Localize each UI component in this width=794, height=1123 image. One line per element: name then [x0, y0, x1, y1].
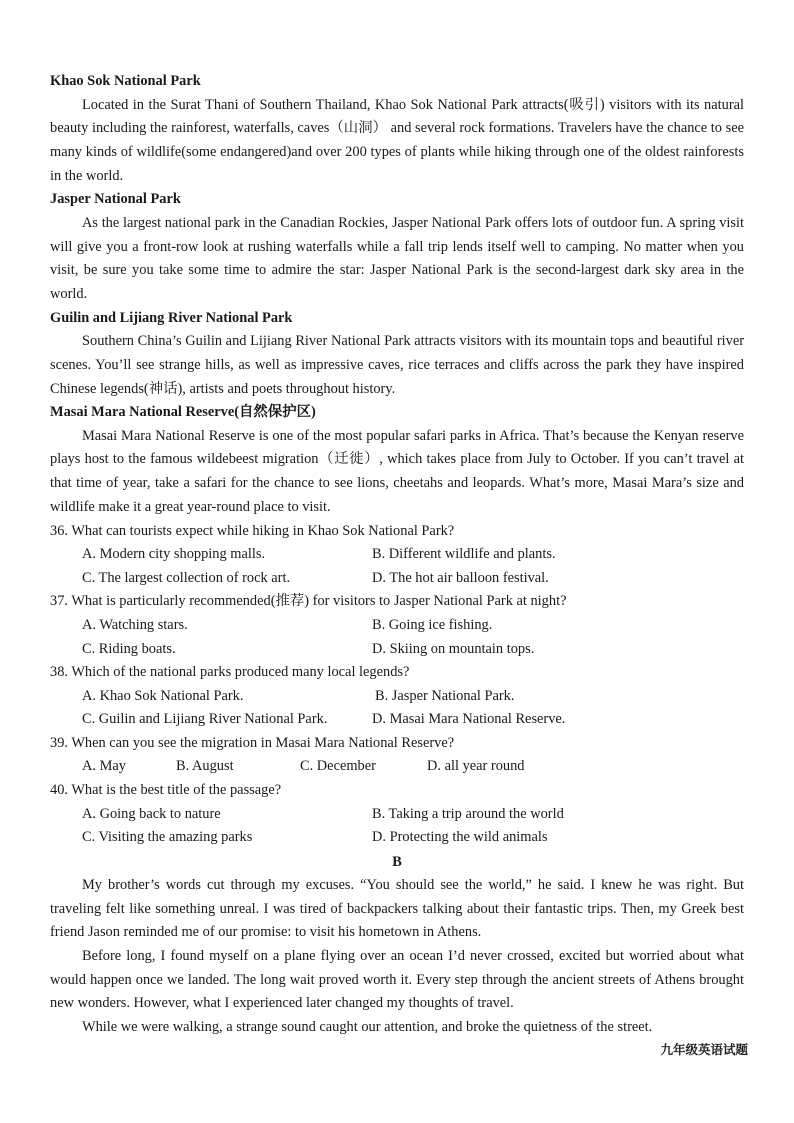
passage-a [50, 70, 744, 520]
option-d: D. Masai Mara National Reserve. [372, 711, 566, 728]
option-d: D. all year round [427, 758, 525, 775]
exam-page [50, 70, 744, 1040]
option-b: B. Jasper National Park. [375, 687, 515, 704]
option-c: C. December [300, 758, 376, 775]
option-c: C. Riding boats. [82, 640, 176, 657]
option-c: C. The largest collection of rock art. [82, 569, 291, 586]
option-row [50, 614, 744, 638]
option-row [50, 708, 744, 732]
option-row [50, 803, 744, 827]
section-text: Masai Mara National Reserve is one of the most popular safari parks in Africa. That’s because the Kenyan reserve plays host to the famous wildebeest migration（迁徙）, which takes place from July to October. If you can’t travel at that time of year, take a safari for the chance to see lions, cheetahs and leopards. What’s more, Masai Mara’s size and wildlife make it a great year-round place to visit. [50, 427, 744, 515]
option-b: B. Going ice fishing. [372, 616, 493, 633]
question-stem: 39. When can you see the migration in Masai Mara National Reserve? [50, 734, 455, 751]
option-row [50, 685, 744, 709]
passage-paragraph: Before long, I found myself on a plane flying over an ocean I’d never crossed, excited but worried about what would happen once we landed. The long wait proved worth it. Every step through the ancient streets of Athens brought new wonders. However, what I experienced later changed my thoughts of travel. [50, 947, 744, 1012]
option-d: D. Skiing on mountain tops. [372, 640, 535, 657]
option-row [50, 638, 744, 662]
option-a: A. Going back to nature [82, 805, 221, 822]
section-heading: Guilin and Lijiang River National Park [50, 309, 293, 326]
section-text: Located in the Surat Thani of Southern Thailand, Khao Sok National Park attracts(吸引) visitors with its natural beauty including the rainforest, waterfalls, caves（山洞） and several rock formations. Travelers have the chance to see many kinds of wildlife(some endangered)and over 200 types of plants while hiking through one of the oldest rainforests in the world. [50, 96, 744, 184]
section-text: As the largest national park in the Canadian Rockies, Jasper National Park offers lots of outdoor fun. A spring visit will give you a front-row look at rushing waterfalls while a fall trip lends itself well to camping. No matter when you visit, be sure you take some time to admire the star: Jasper National Park is the second-largest dark sky area in the world. [50, 214, 744, 302]
option-d: D. Protecting the wild animals [372, 829, 548, 846]
option-a: A. May [82, 758, 126, 775]
question-stem: 40. What is the best title of the passage? [50, 782, 282, 799]
option-a: A. Watching stars. [82, 616, 188, 633]
question-stem: 38. Which of the national parks produced many local legends? [50, 664, 410, 681]
passage-b [50, 850, 744, 1040]
option-row [50, 755, 744, 779]
section-heading: Khao Sok National Park [50, 73, 201, 89]
option-c: C. Visiting the amazing parks [82, 829, 253, 846]
passage-paragraph: While we were walking, a strange sound caught our attention, and broke the quietness of the street. [82, 1019, 653, 1036]
option-a: A. Khao Sok National Park. [82, 687, 244, 704]
section-text: Southern China’s Guilin and Lijiang River National Park attracts visitors with its mountain tops and beautiful river scenes. You’ll see strange hills, as well as impressive caves, rice terraces and cliffs across the park they have inspired Chinese legends(神话), artists and poets throughout history. [50, 333, 744, 397]
page-footer: 九年级英语试题 [660, 1042, 748, 1057]
question-stem: 37. What is particularly recommended(推荐) for visitors to Jasper National Park at night? [50, 593, 567, 610]
question-stem: 36. What can tourists expect while hiking in Khao Sok National Park? [50, 522, 455, 539]
passage-paragraph: My brother’s words cut through my excuses. “You should see the world,” he said. I knew he was right. But traveling felt like something unreal. I was tired of backpackers talking about their fantastic trips. Then, my Greek best friend Jason reminded me of our promise: to visit his hometown in Athens. [50, 876, 744, 941]
section-label: B [392, 853, 402, 870]
option-d: D. The hot air balloon festival. [372, 569, 549, 586]
section-heading: Jasper National Park [50, 191, 181, 208]
option-row [50, 543, 744, 567]
question-block [50, 520, 744, 850]
option-b: B. Different wildlife and plants. [372, 546, 556, 563]
option-a: A. Modern city shopping malls. [82, 546, 266, 563]
option-c: C. Guilin and Lijiang River National Park. [82, 711, 328, 728]
option-row [50, 826, 744, 850]
option-b: B. Taking a trip around the world [372, 805, 564, 822]
option-b: B. August [176, 758, 234, 775]
option-row [50, 567, 744, 591]
section-heading: Masai Mara National Reserve(自然保护区) [50, 404, 316, 421]
